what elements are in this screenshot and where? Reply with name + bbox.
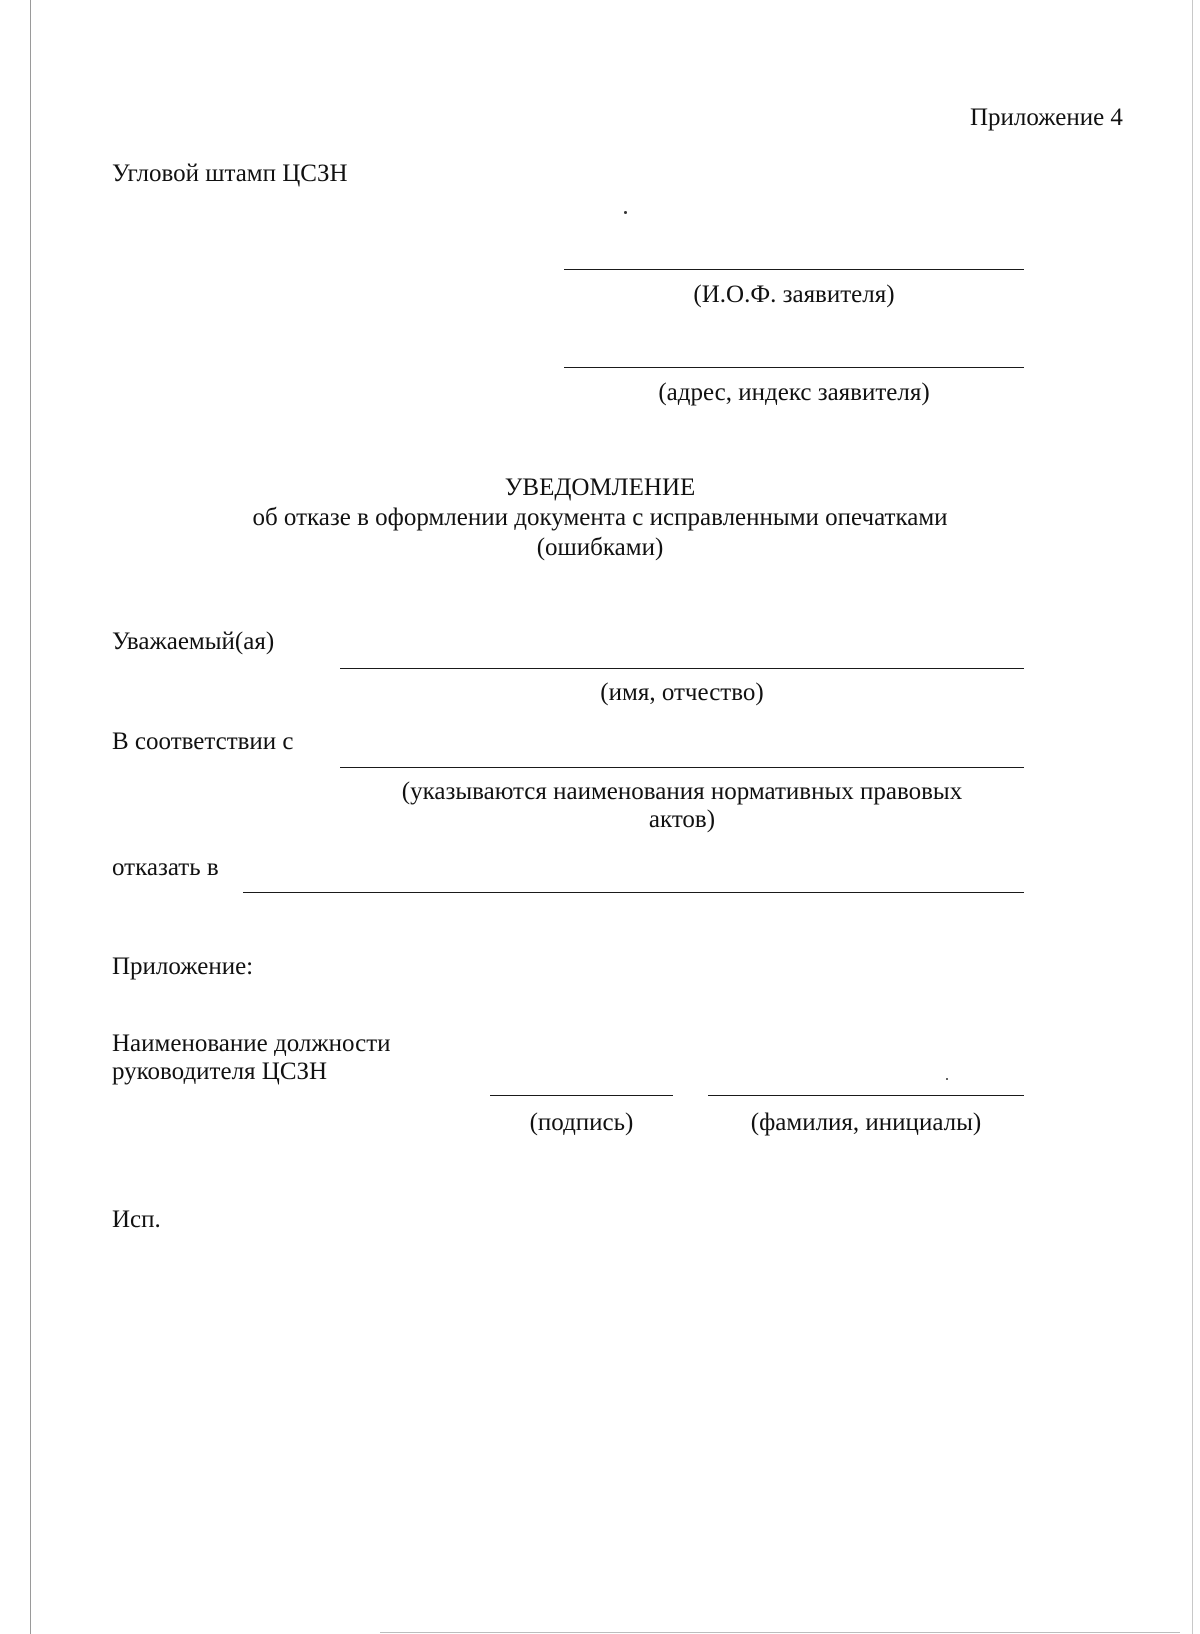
greeting-line (340, 668, 1024, 669)
signature-line (490, 1095, 673, 1096)
document-subtitle-line2: (ошибками) (536, 534, 664, 561)
greeting-caption: (имя, отчество) (600, 679, 764, 706)
corner-stamp-label: Угловой штамп ЦСЗН (112, 160, 348, 187)
full-name-caption: (фамилия, инициалы) (750, 1109, 982, 1136)
full-name-line (708, 1095, 1024, 1096)
scan-edge-left (30, 0, 31, 1634)
applicant-name-line (564, 269, 1024, 270)
executor-label: Исп. (112, 1206, 161, 1233)
scan-speck (624, 211, 627, 214)
refuse-label: отказать в (112, 854, 219, 881)
position-title-line2: руководителя ЦСЗН (112, 1058, 328, 1085)
accordance-caption-line1: (указываются наименования нормативных правовых (401, 778, 963, 805)
scan-edge-bottom (380, 1632, 1180, 1633)
scan-edge-right (1192, 0, 1193, 1634)
signature-caption: (подпись) (529, 1109, 634, 1136)
accordance-caption-line2: актов) (648, 806, 716, 833)
appendix-label: Приложение 4 (970, 104, 1123, 131)
document-title: УВЕДОМЛЕНИЕ (504, 474, 696, 501)
applicant-name-caption: (И.О.Ф. заявителя) (693, 281, 895, 308)
applicant-address-caption: (адрес, индекс заявителя) (658, 379, 930, 406)
accordance-label: В соответствии с (112, 728, 294, 755)
attachment-label: Приложение: (112, 953, 254, 980)
refuse-line (243, 892, 1024, 893)
greeting-label: Уважаемый(ая) (112, 628, 275, 655)
scan-speck (946, 1078, 948, 1080)
document-subtitle-line1: об отказе в оформлении документа с исправленными опечатками (252, 504, 948, 531)
applicant-address-line (564, 367, 1024, 368)
position-title-line1: Наименование должности (112, 1030, 391, 1057)
accordance-line (340, 767, 1024, 768)
